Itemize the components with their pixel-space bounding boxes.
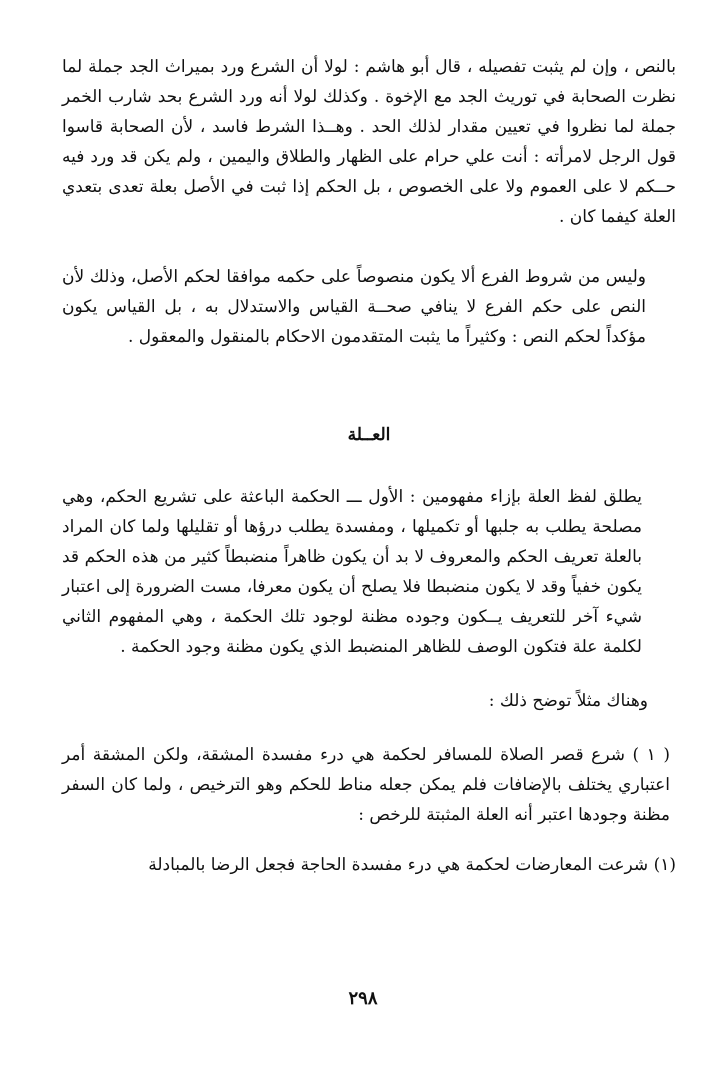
page-number: ٢٩٨ [348, 988, 378, 1009]
paragraph-4: وهناك مثلاً توضح ذلك : [488, 691, 648, 711]
paragraph-1: بالنص ، وإن لم يثبت تفصيله ، قال أبو هاشم : لولا أن الشرع ورد بميراث الجد جملة لما نظرت الصحابة في توريث الجد مع الإخوة . وكذلك لولا أنه ورد الشرع بحد شارب الخمر جملة لما نظروا في تعيين مقدار لذلك الحد . وهــذا الشرط فاسد ، لأن الصحابة قاسوا قول الرجل لامرأته : أنت علي حرام على الظهار والطلاق واليمين ، ولم يكن قد ورد فيه حــكم لا على العموم ولا على الخصوص ، بل الحكم إذا ثبت في الأصل بعلة تعدى بتعدي العلة كيفما كان . [62, 57, 676, 227]
paragraph-2: وليس من شروط الفرع ألا يكون منصوصاً على حكمه موافقا لحكم الأصل، وذلك لأن النص على حكم الفرع لا ينافي صحــة القياس والاستدلال به ، بل القياس يكون مؤكداً لحكم النص : وكثيراً ما يثبت المتقدمون الاحكام بالمنقول والمعقول . [62, 267, 646, 347]
paragraph-3: يطلق لفظ العلة بإزاء مفهومين : الأول ـــ الحكمة الباعثة على تشريع الحكم، وهي مصلحة يطلب به جلبها أو تكميلها ، ومفسدة يطلب درؤها أو تقليلها ولما كان المراد بالعلة تعريف الحكم والمعروف لا بد أن يكون ظاهراً منضبطاً كثير من هذه الحكم قد يكون خفياً وقد لا يكون منضبطا فلا يصلح أن يكون معرفا، مست الضرورة إلى اعتبار شيء آخر للتعريف يــكون وجوده مظنة لوجود تلك الحكمة ، وهي المفهوم الثاني لكلمة علة فتكون الوصف للظاهر المنضبط الذي يكون مظنة وجود الحكمة . [62, 487, 642, 657]
section-heading: العــلة [347, 425, 391, 445]
page-content [62, 52, 676, 1042]
paragraph-5: ( ١ ) شرع قصر الصلاة للمسافر لحكمة هي درء مفسدة المشقة، ولكن المشقة أمر اعتباري يختلف بالإضافات فلم يمكن جعله مناط للحكم وهو الترخيص ، ولما كان السفر مظنة وجودها اعتبر أنه العلة المثبتة للرخص : [62, 745, 670, 825]
paragraph-6: (١) شرعت المعارضات لحكمة هي درء مفسدة الحاجة فجعل الرضا بالمبادلة [148, 855, 676, 875]
